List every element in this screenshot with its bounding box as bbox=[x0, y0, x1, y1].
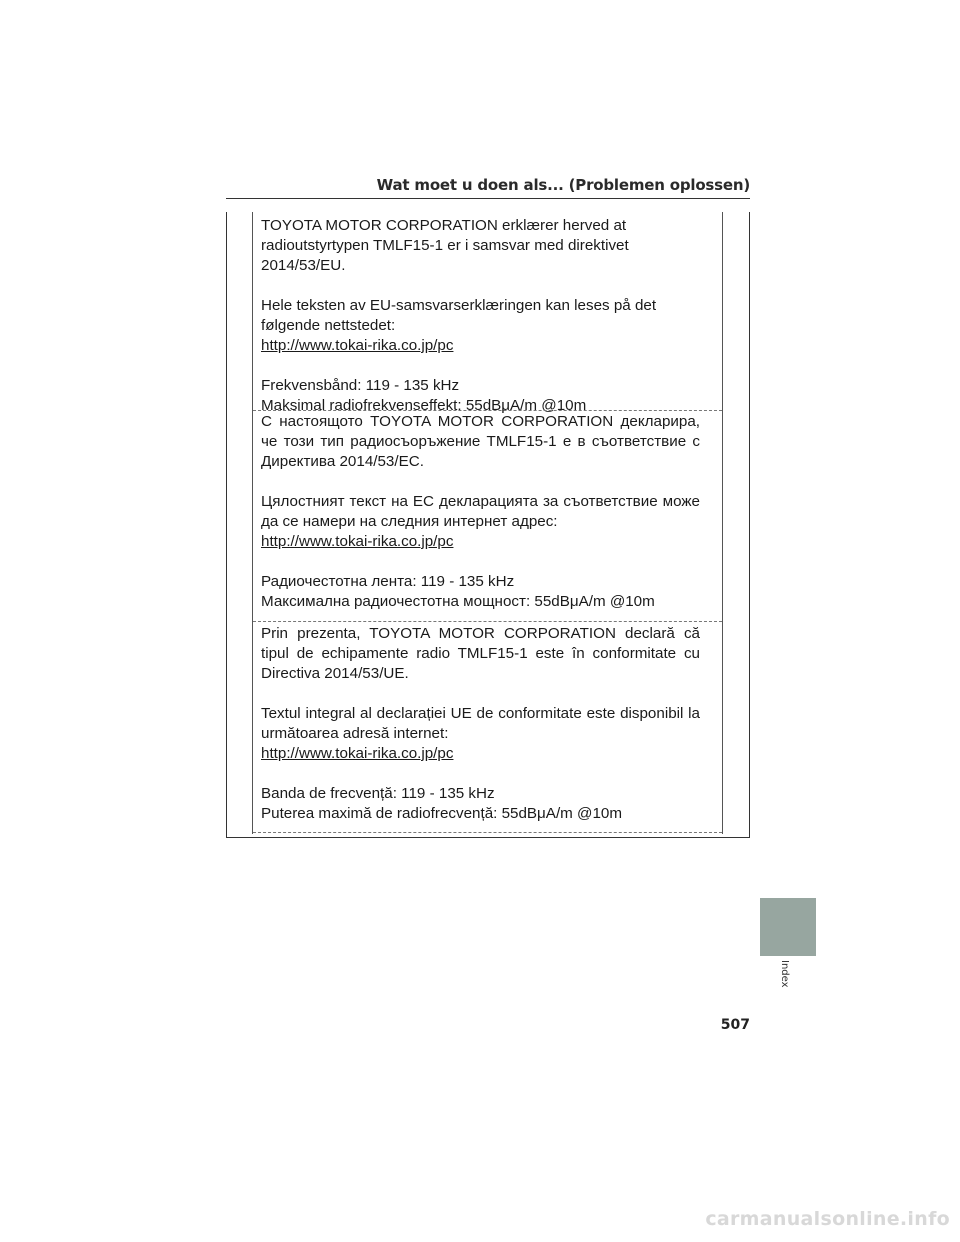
frequency-band: Banda de frecvență: 119 - 135 kHz bbox=[261, 785, 495, 802]
declaration-statement: TOYOTA MOTOR CORPORATION erklærer herved at radioutstyrtypen TMLF15-1 er i samsvar med direktivet 2014/53/EU. bbox=[261, 217, 629, 274]
section-divider bbox=[253, 621, 722, 622]
declaration-link[interactable]: http://www.tokai-rika.co.jp/pc bbox=[261, 337, 454, 354]
page-number: 507 bbox=[720, 1017, 750, 1033]
declaration-section-norwegian bbox=[253, 216, 722, 414]
section-divider bbox=[253, 832, 722, 833]
declaration-link[interactable]: http://www.tokai-rika.co.jp/pc bbox=[261, 533, 454, 550]
index-tab-label: Index bbox=[779, 960, 790, 988]
max-power: Puterea maximă de radiofrecvență: 55dBμA/m @10m bbox=[261, 805, 622, 822]
frequency-band: Frekvensbånd: 119 - 135 kHz bbox=[261, 377, 460, 394]
max-power: Максимална радиочестотна мощност: 55dBμA/m @10m bbox=[261, 593, 655, 610]
declaration-text-info: Hele teksten av EU-samsvarserklæringen kan leses på det følgende nettstedet: bbox=[261, 297, 657, 334]
declaration-link[interactable]: http://www.tokai-rika.co.jp/pc bbox=[261, 745, 454, 762]
declaration-section-romanian bbox=[253, 624, 722, 832]
header-rule bbox=[226, 198, 750, 199]
frequency-band: Радиочестотна лента: 119 - 135 kHz bbox=[261, 573, 515, 590]
index-side-tab[interactable] bbox=[760, 898, 816, 956]
declaration-statement: С настоящото TOYOTA MOTOR CORPORATION декларира, че този тип радиосъоръжение TMLF15-1 е в съответствие с Директива 2014/53/ЕС. bbox=[261, 413, 700, 470]
page-header-title: Wat moet u doen als... (Problemen oplossen) bbox=[376, 176, 750, 194]
declaration-text-info: Цялостният текст на ЕС декларацията за съответствие може да се намери на следния интернет адрес: bbox=[261, 493, 700, 530]
declaration-statement: Prin prezenta, TOYOTA MOTOR CORPORATION declară că tipul de echipamente radio TMLF15-1 este în conformitate cu Directiva 2014/53/UE. bbox=[261, 625, 700, 682]
declaration-text-info: Textul integral al declarației UE de conformitate este disponibil la următoarea adresă internet: bbox=[261, 705, 700, 742]
watermark: carmanualsonline.info bbox=[705, 1208, 950, 1230]
max-power: Maksimal radiofrekvenseffekt: 55dBμA/m @10m bbox=[261, 397, 587, 414]
declaration-section-bulgarian bbox=[253, 412, 722, 620]
section-divider bbox=[253, 410, 722, 411]
